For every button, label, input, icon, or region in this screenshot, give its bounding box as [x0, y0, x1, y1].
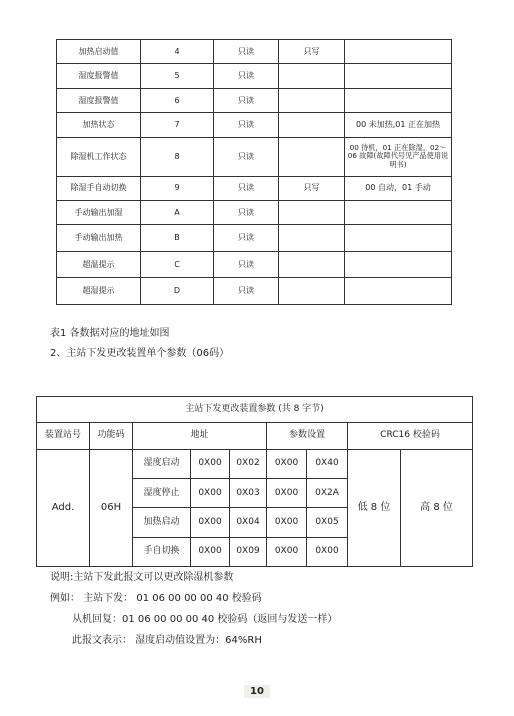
- table-cell: 0X00: [191, 478, 230, 507]
- table-cell: 0X2A: [307, 478, 348, 507]
- table-cell: 0X40: [307, 449, 348, 478]
- table-cell: 00 未加热,01 正在加热: [345, 113, 452, 137]
- table-cell: 除湿手自动切换: [57, 176, 141, 200]
- table-cell: [279, 113, 345, 137]
- table-cell: 0X03: [230, 478, 267, 507]
- table-cell: 除湿机工作状态: [57, 137, 141, 176]
- table-row: [57, 88, 452, 112]
- table-cell: 0X00: [191, 537, 230, 566]
- table-cell: 只写: [279, 40, 345, 64]
- table-cell: 加热启动: [133, 508, 191, 537]
- table-cell: 只读: [214, 113, 279, 137]
- table-cell: 超湿提示: [57, 278, 141, 305]
- table-row: [57, 113, 452, 137]
- table-cell: 0X00: [267, 478, 307, 507]
- table-cell: 0X09: [230, 537, 267, 566]
- table-cell: A: [141, 200, 214, 224]
- table-cell: 只读: [214, 251, 279, 278]
- table-cell: [345, 251, 452, 278]
- table-cell: [279, 278, 345, 305]
- table-cell: 0X00: [191, 508, 230, 537]
- crc-high: 高 8 位: [401, 449, 473, 566]
- note-example-meaning: 此报文表示： 湿度启动值设置为：64%RH: [72, 635, 262, 646]
- page-number: [0, 685, 514, 698]
- header-func: 功能码: [90, 423, 133, 449]
- table-row: [57, 137, 452, 176]
- table-cell: 只读: [214, 64, 279, 88]
- header-station: 装置站号: [37, 423, 90, 449]
- table-title: 主站下发更改装置参数 (共 8 字节): [37, 397, 473, 423]
- table-cell: 手动输出加热: [57, 225, 141, 252]
- table-cell: 00 待机，01 正在除湿，02～06 故障(故障代号见产品使用说明书): [345, 137, 452, 176]
- func-value: 06H: [90, 449, 133, 566]
- table-row: [37, 449, 473, 478]
- table-cell: 6: [141, 88, 214, 112]
- note-description: 说明:主站下发此报文可以更改除湿机参数: [50, 572, 234, 583]
- table-cell: 只读: [214, 200, 279, 224]
- crc-low: 低 8 位: [348, 449, 401, 566]
- table-caption: 表1 各数据对应的地址如图: [50, 328, 170, 339]
- section-heading: 2、主站下发更改装置单个参数（06码）: [50, 348, 230, 359]
- header-addr: 地址: [133, 423, 267, 449]
- table-cell: 只读: [214, 137, 279, 176]
- table-cell: 7: [141, 113, 214, 137]
- table-cell: 加热启动值: [57, 40, 141, 64]
- table-cell: 只写: [279, 176, 345, 200]
- header-param: 参数设置: [267, 423, 348, 449]
- table-cell: 8: [141, 137, 214, 176]
- header-crc: CRC16 校验码: [348, 423, 473, 449]
- address-table: [56, 39, 452, 305]
- table-cell: 0X04: [230, 508, 267, 537]
- table-cell: [279, 251, 345, 278]
- table-cell: [279, 64, 345, 88]
- table-cell: [279, 225, 345, 252]
- table-cell: 00 自动，01 手动: [345, 176, 452, 200]
- table-cell: 加热状态: [57, 113, 141, 137]
- table-cell: D: [141, 278, 214, 305]
- table-row: [57, 200, 452, 224]
- table-cell: [345, 225, 452, 252]
- table-cell: [345, 200, 452, 224]
- table-cell: 湿度启动: [133, 449, 191, 478]
- note-example-send: 例如： 主站下发： 01 06 00 00 00 40 校验码: [50, 593, 262, 604]
- table-cell: 只读: [214, 225, 279, 252]
- command-table: [36, 396, 473, 567]
- table-cell: 湿度停止: [133, 478, 191, 507]
- table-row: [57, 64, 452, 88]
- table-cell: B: [141, 225, 214, 252]
- table-row: [57, 278, 452, 305]
- table-cell: 0X05: [307, 508, 348, 537]
- note-example-reply: 从机回复：01 06 00 00 00 40 校验码（返回与发送一样）: [72, 614, 338, 625]
- table-title-row: [37, 397, 473, 423]
- table-cell: 4: [141, 40, 214, 64]
- table-cell: 只读: [214, 176, 279, 200]
- table-cell: [345, 64, 452, 88]
- page-number-label: 10: [244, 685, 270, 698]
- table-cell: [345, 278, 452, 305]
- table-cell: 9: [141, 176, 214, 200]
- table-cell: [279, 88, 345, 112]
- table-cell: 0X00: [307, 537, 348, 566]
- table-cell: C: [141, 251, 214, 278]
- table-cell: 湿度报警值: [57, 88, 141, 112]
- table-cell: [345, 88, 452, 112]
- table-header-row: [37, 423, 473, 449]
- table-row: [57, 176, 452, 200]
- table-row: [57, 225, 452, 252]
- table-cell: 0X00: [267, 537, 307, 566]
- table-cell: [279, 137, 345, 176]
- table-row: [57, 251, 452, 278]
- table-cell: 0X00: [267, 449, 307, 478]
- table-cell: 0X02: [230, 449, 267, 478]
- table-cell: 只读: [214, 40, 279, 64]
- table-cell: 0X00: [191, 449, 230, 478]
- table-cell: 只读: [214, 278, 279, 305]
- table-cell: 湿度报警值: [57, 64, 141, 88]
- table-cell: 手动输出加湿: [57, 200, 141, 224]
- table-cell: [345, 40, 452, 64]
- table-cell: 手自切换: [133, 537, 191, 566]
- table-cell: 5: [141, 64, 214, 88]
- table-cell: 只读: [214, 88, 279, 112]
- table-cell: [279, 200, 345, 224]
- table-cell: 0X00: [267, 508, 307, 537]
- table-row: [57, 40, 452, 64]
- table-cell: 超温提示: [57, 251, 141, 278]
- station-value: Add.: [37, 449, 90, 566]
